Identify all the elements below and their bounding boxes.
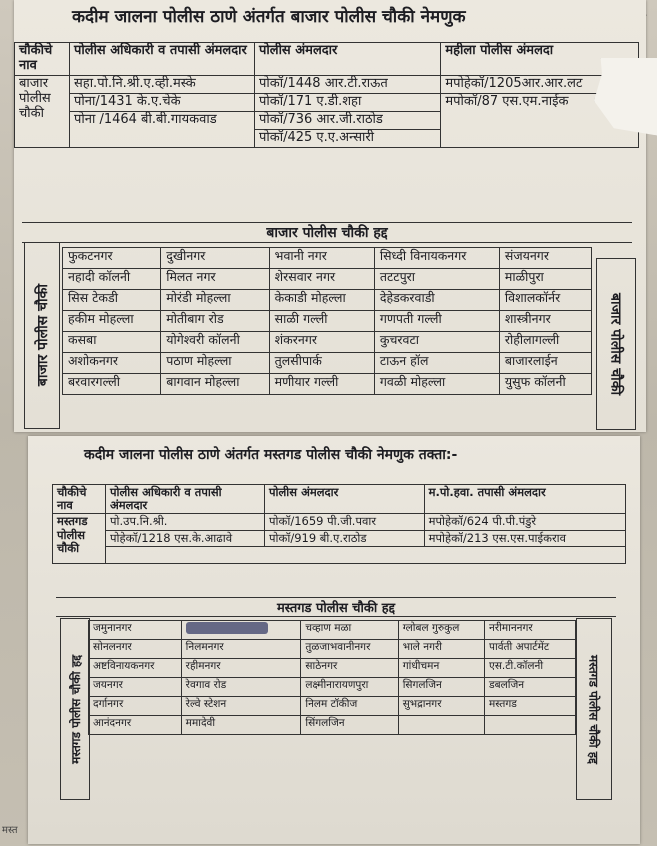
area-cell: ग्लोबल गुरुकुल	[398, 621, 484, 640]
ink-scribble	[186, 622, 268, 634]
area-cell: चव्हाण मळा	[301, 621, 398, 640]
area-cell: मिलत नगर	[161, 269, 269, 290]
area-cell: एस.टी.कॉलनी	[485, 659, 576, 678]
area-cell: दुखीनगर	[161, 248, 269, 269]
mastgad-side-label-text: मस्तगड पोलीस चौकी हद्द	[68, 654, 83, 764]
header-officers: पोलीस अधिकारी व तपासी अंमलदार	[106, 485, 265, 514]
area-cell: जयनगर	[89, 678, 182, 697]
officer-entry: पो.उप.नि.श्री.	[106, 514, 265, 530]
area-cell: शास्त्रीनगर	[499, 311, 591, 332]
area-cell: सिंगलजिन	[301, 716, 398, 735]
area-cell: शंकरनगर	[269, 332, 374, 353]
officer-entry: पोना /1464 बी.बी.गायकवाड	[70, 111, 255, 147]
area-cell: डबलजिन	[485, 678, 576, 697]
area-cell: संजयनगर	[499, 248, 591, 269]
area-cell: आनंदनगर	[89, 716, 182, 735]
area-cell: सिस टेकडी	[63, 290, 161, 311]
area-cell: फुकटनगर	[63, 248, 161, 269]
area-cell: बाजारलाईन	[499, 353, 591, 374]
area-cell: कसबा	[63, 332, 161, 353]
constable-entry: पोकॉ/919 बी.ए.राठोड	[265, 530, 425, 546]
bazar-side-label-text: बाजार पोलीस चौकी	[34, 284, 51, 387]
area-cell: निलम टॉकीज	[301, 697, 398, 716]
area-cell: साळी गल्ली	[269, 311, 374, 332]
area-cell: बागवान मोहल्ला	[161, 374, 269, 395]
header-officers: पोलीस अधिकारी व तपासी अंमलदार	[70, 43, 255, 76]
chowki-name-cell: बाजार पोलीस चौकी	[15, 75, 70, 147]
women-constable-entry: मपोहेकॉ/624 पी.पी.पंडुरे	[424, 514, 625, 530]
mastgad-officer-table	[52, 484, 626, 564]
area-cell	[485, 716, 576, 735]
bazar-jurisdiction-title: बाजार पोलीस चौकी हद्द	[22, 222, 632, 243]
area-cell: साठेनगर	[301, 659, 398, 678]
area-cell: निलमनगर	[181, 640, 301, 659]
area-cell: सिगलजिन	[398, 678, 484, 697]
mastgad-side-label-right	[576, 618, 612, 800]
area-cell: देहेडकरवाडी	[374, 290, 499, 311]
area-cell: रोहीलागल्ली	[499, 332, 591, 353]
area-cell: माळीपुरा	[499, 269, 591, 290]
area-cell: रेवगाव रोड	[181, 678, 301, 697]
mastgad-area-grid	[88, 620, 576, 735]
mastgad-side-label-text: मस्तगड पोलीस चौकी हद्द	[586, 654, 601, 764]
mastgad-sheet-title: कदीम जालना पोलीस ठाणे अंतर्गत मस्तगड पोलीस चौकी नेमणुक तक्ता:-	[84, 447, 458, 463]
area-cell: तुलसीपार्क	[269, 353, 374, 374]
area-cell: नहादी कॉलनी	[63, 269, 161, 290]
area-cell: तुळजाभवानीनगर	[301, 640, 398, 659]
area-cell	[398, 716, 484, 735]
bazar-sheet-title: कदीम जालना पोलीस ठाणे अंतर्गत बाजार पोलीस चौकी नेमणुक	[72, 7, 466, 27]
header-women-constables: म.पो.हवा. तपासी अंमलदार	[424, 485, 625, 514]
header-chowki-name: चौकीचे नाव	[15, 43, 70, 76]
area-cell: मस्तगड	[485, 697, 576, 716]
area-cell: भाले नगरी	[398, 640, 484, 659]
constable-entry: पोकॉ/736 आर.जी.राठोड	[255, 111, 441, 129]
area-cell: दर्गानगर	[89, 697, 182, 716]
area-cell: अशोकनगर	[63, 353, 161, 374]
officer-entry: पोहेकॉ/1218 एस.के.आढावे	[106, 530, 265, 546]
area-cell: ममादेवी	[181, 716, 301, 735]
area-cell: नरीमाननगर	[485, 621, 576, 640]
area-cell: बरवारगल्ली	[63, 374, 161, 395]
officer-entry: पोना/1431 के.ए.चेके	[70, 93, 255, 111]
bazar-side-label-text: बाजार पोलीस चौकी	[607, 292, 624, 396]
area-cell: भवानी नगर	[269, 248, 374, 269]
area-cell: सिध्दी विनायकनगर	[374, 248, 499, 269]
area-cell: केकाडी मोहल्ला	[269, 290, 374, 311]
area-cell: विशालकॉर्नर	[499, 290, 591, 311]
constable-entry: पोकॉ/171 ए.डी.शहा	[255, 93, 441, 111]
area-cell: योगेश्वरी कॉलनी	[161, 332, 269, 353]
constable-entry: पोकॉ/425 ए.ए.अन्सारी	[255, 129, 441, 147]
header-women-constables: महीला पोलीस अंमलदा	[441, 43, 639, 76]
edge-text-bottom-left: मस्त	[2, 825, 18, 836]
chowki-name-cell: मस्तगड पोलीस चौकी	[53, 514, 106, 563]
women-constable-entry: मपोहेकॉ/1205आर.आर.लट	[441, 75, 639, 93]
mastgad-jurisdiction-title: मस्तगड पोलीस चौकी हद्द	[56, 597, 616, 617]
officer-entry: सहा.पो.नि.श्री.ए.व्ही.मस्के	[70, 75, 255, 93]
area-cell: कुचरवटा	[374, 332, 499, 353]
area-cell: पठाण मोहल्ला	[161, 353, 269, 374]
header-constables: पोलीस अंमलदार	[265, 485, 425, 514]
bazar-side-label-left	[24, 242, 60, 429]
area-cell: सोनलनगर	[89, 640, 182, 659]
constable-entry: पोकॉ/1659 पी.जी.पवार	[265, 514, 425, 530]
header-chowki-name: चौकीचे नाव	[53, 485, 106, 514]
area-cell: गवळी मोहल्ला	[374, 374, 499, 395]
area-cell-scribbled	[181, 621, 301, 640]
area-cell: गांधीचमन	[398, 659, 484, 678]
area-cell: अष्टविनायकनगर	[89, 659, 182, 678]
area-cell: युसुफ कॉलनी	[499, 374, 591, 395]
area-cell: तटटपुरा	[374, 269, 499, 290]
women-constable-entry: मपोहेकॉ/213 एस.एस.पाईकराव	[424, 530, 625, 546]
area-cell: मोतीबाग रोड	[161, 311, 269, 332]
area-cell: हकीम मोहल्ला	[63, 311, 161, 332]
area-cell: पार्वती अपार्टमेंट	[485, 640, 576, 659]
constable-entry: पोकॉ/1448 आर.टी.राऊत	[255, 75, 441, 93]
bazar-area-grid	[62, 247, 592, 395]
women-constable-entry: मपोकॉ/87 एस.एम.नाईक	[441, 93, 639, 147]
mastgad-side-label-left	[60, 618, 90, 800]
area-cell: लक्ष्मीनारायणपुरा	[301, 678, 398, 697]
area-cell: मणीयार गल्ली	[269, 374, 374, 395]
bazar-officer-table	[14, 42, 639, 148]
area-cell: गणपती गल्ली	[374, 311, 499, 332]
area-cell: शेरसवार नगर	[269, 269, 374, 290]
area-cell: रहीमनगर	[181, 659, 301, 678]
area-cell: जमुनानगर	[89, 621, 182, 640]
bazar-side-label-right	[596, 258, 636, 430]
area-cell: टाऊन हॉल	[374, 353, 499, 374]
area-cell: रेल्वे स्टेशन	[181, 697, 301, 716]
area-cell: मोरंडी मोहल्ला	[161, 290, 269, 311]
header-constables: पोलीस अंमलदार	[255, 43, 441, 76]
empty-row	[106, 546, 626, 563]
area-cell: सुभद्रानगर	[398, 697, 484, 716]
